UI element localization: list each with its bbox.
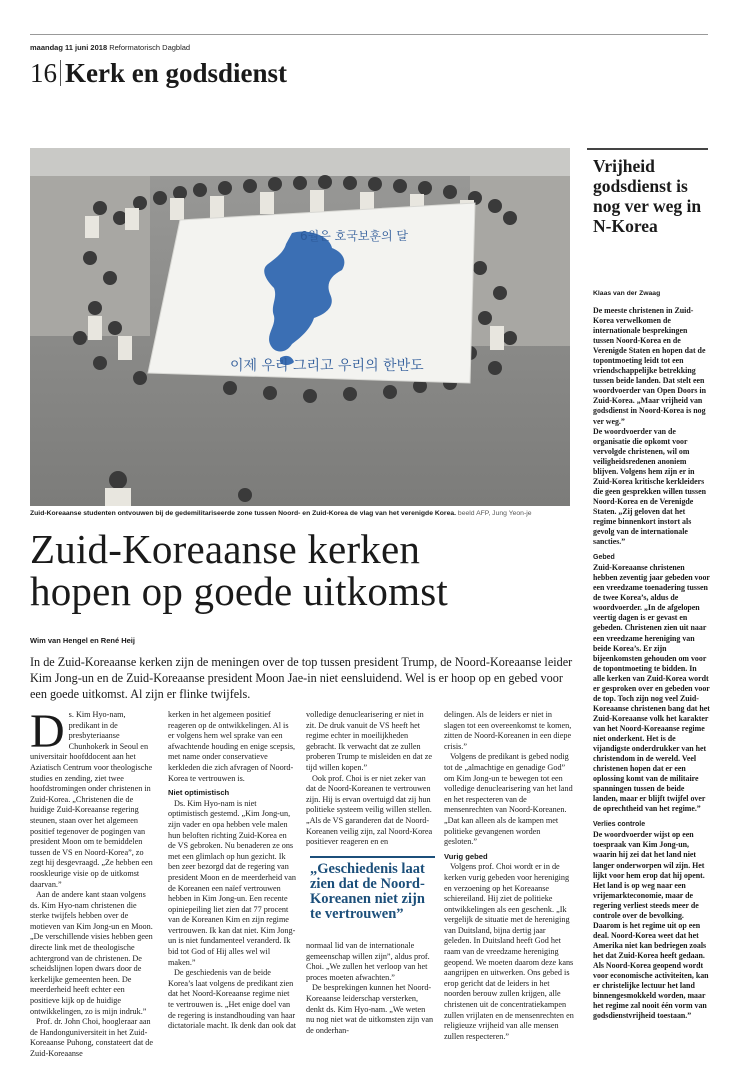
subheading: Vurig gebed bbox=[444, 851, 488, 861]
quote-rule bbox=[310, 856, 435, 858]
article-column-3-bottom bbox=[306, 941, 434, 1036]
photo-caption bbox=[30, 510, 575, 517]
pull-quote bbox=[310, 856, 435, 922]
paragraph: De geschiedenis van de beide Korea’s laat volgens de predikant zien dat het Noord-Koreaanse regime niet te vertrouwen is. „Het enige doel van de regering is instandhouding van haar dictatoriale macht. Ik denk dan ook dat bbox=[168, 968, 296, 1031]
paragraph: volledige denuclearisering er niet in zit. De druk vanuit de VS heeft het regime echter in moeilijkheden gebracht. Ik verwacht dat ze zullen proberen Trump te misleiden en dat ze tijd willen kopen.” bbox=[306, 710, 432, 772]
paragraph: Ds. Kim Hyo-nam is niet optimistisch gestemd. „Kim Jong-un, zijn vader en opa hebben vele malen hun beloften richting Zuid-Korea en de VS gebroken. Nu benaderen ze ons met een glimlach op hun gezicht. Ik ben zeer bezorgd dat de regering van president Moon en de meerderheid van de Koreanen een naïef vertrouwen hebben in Kim Jong-un. Een recente opiniepeiling liet zien dat 77 procent van de Koreanen Kim en zijn regime vertrouwen. Ik kan dat niet. Kim Jong-un is niet fundamenteel veranderd. Ik bid tot God of Hij alles wel wil maken.” bbox=[168, 798, 296, 967]
paragraph: delingen. Als de leiders er niet in slagen tot een overeenkomst te komen, zitten de Noord-Koreanen in een diepe crisis.” bbox=[444, 710, 572, 751]
article-column-4 bbox=[444, 710, 574, 1042]
dropcap: D bbox=[30, 705, 65, 758]
paragraph: s. Kim Hyo-nam, predikant in de presbyteriaanse Chunhokerk in Seoul en universitair hoofddocent aan het Aziatisch Centrum voor theologische studies en zending, ziet twee hoofdstromingen onder christenen in Zuid-Korea. „Christenen die de huidige Zuid-Koreaanse regering steunen, staan over het algemeen positief tegenover de pogingen van president Moon om te bemiddelen tussen de VS en Noord-Korea”, zo zegt hij desgevraagd. „Ze hebben een rooskleurige visie op de uitkomst daarvan.” bbox=[30, 710, 153, 889]
headline-line-2: hopen op goede uitkomst bbox=[30, 568, 448, 614]
section-title: Kerk en godsdienst bbox=[65, 58, 288, 88]
article-column-1 bbox=[30, 705, 156, 1060]
headline-line-1: Zuid-Koreaanse kerken bbox=[30, 526, 421, 572]
article-headline bbox=[30, 528, 575, 612]
sidebar-subheading: Gebed bbox=[593, 554, 615, 562]
banner-bottom-text: 이제 우리 그리고 우리의 한반도 bbox=[230, 358, 424, 374]
paragraph: Volgens prof. Choi wordt er in de kerken vurig gebeden voor hereniging en verzoening op het Koreaanse schiereiland. Hij ziet de politieke ontwikkelingen als een geschenk. „Ik vergelijk de situatie met de hereniging van Duitsland, bijna dertig jaar geleden. In Duitsland heeft God het raam van de vreedzame hereniging geopend. We moeten daarom deze kans aangrijpen en uitwerken. Ons gebed is erop gericht dat de leiders in het noorden berouw zullen krijgen, alle christenen uit de concentratiekampen zullen vrijlaten en de mensenrechten en religieuze vrijheid van alle mensen zullen respecteren.” bbox=[444, 862, 574, 1041]
paragraph: Volgens de predikant is gebed nodig tot de „almachtige en genadige God” om Kim Jong-un te bewegen tot een volledige denuclearisering van het land en het respecteren van de mensenrechten van Noord-Koreanen. „Dat kan alleen als de kampen met politieke gevangenen worden gesloten.” bbox=[444, 752, 573, 847]
article-column-3-top bbox=[306, 710, 434, 848]
subheading: Niet optimistisch bbox=[168, 788, 230, 798]
section-header bbox=[30, 58, 287, 89]
banner-top-text: 6월은 호국보훈의 달 bbox=[300, 229, 409, 243]
date: maandag 11 juni 2018 bbox=[30, 43, 108, 52]
dateline bbox=[30, 43, 190, 52]
caption-text: Zuid-Koreaanse studenten ontvouwen bij de gedemilitariseerde zone tussen Noord- en Zuid-Korea de vlag van het verenigde Korea. bbox=[30, 510, 457, 517]
sidebar-subheading: Verlies controle bbox=[593, 821, 646, 829]
sidebar-paragraph: Zuid-Koreaanse christenen hebben zeventig jaar gebeden voor een vreedzame toenadering tussen de twee Korea’s, aldus de woordvoerder. „In de afgelopen veertig dagen is er gevast en gebeden. Christenen zien uit naar een vreedzame hereniging van beide Korea’s. Er zijn bijeenkomsten gehouden om voor de topontmoeting te bidden. In alle kerken van Zuid-Korea wordt er gesproken over en gebeden voor de top. Toch zijn nog veel Zuid-Koreaanse christenen bang dat het Zuid-Koreaanse volk het karakter van het Noord-Koreaanse regime niet onderkent. Het is de vijandigste onderdrukker van het christendom in de wereld. Veel christenen hopen dat er een oplossing komt van de militaire spanningen tussen de beide landen, maar er blijft twijfel over de oprechtheid van het regime.” bbox=[593, 563, 710, 814]
photo-credit: beeld AFP, Jung Yeon-je bbox=[457, 510, 532, 517]
sidebar-author: Klaas van der Zwaag bbox=[593, 290, 661, 297]
newspaper-name: Reformatorisch Dagblad bbox=[109, 43, 191, 52]
page-number: 16 bbox=[30, 58, 57, 88]
article-photo bbox=[30, 148, 570, 506]
paragraph: kerken in het algemeen positief reageren op de ontwikkelingen. Al is er volgens hem wel sprake van een afwachtende houding en enige scepsis, met name onder conservatieve kerkleden die zich afvragen of Noord-Korea te vertrouwen is. bbox=[168, 710, 296, 783]
sidebar-paragraph: De woordvoerder wijst op een toespraak van Kim Jong-un, waarin hij zei dat het land niet langer onderworpen wil zijn. Het lijkt voor hem erop dat hij opent. Het land is op weg naar een vrijemarkteconomie, maar de regering verliest steeds meer de controle over de bevolking. Daarom is het regime uit op een deal. Noord-Korea weet dat het Amerika niet kan bedriegen zoals het dat Zuid-Korea heeft gedaan. Als Noord-Korea geopend wordt voor economische activiteiten, kan er christelijke lectuur het land binnengesmokkeld worden, maar het regime zal nooit één vorm van godsdienstvrijheid toestaan.” bbox=[593, 830, 709, 1021]
divider bbox=[60, 60, 61, 86]
sidebar-title: Vrijheid godsdienst is nog ver weg in N-Korea bbox=[593, 156, 702, 236]
paragraph: Aan de andere kant staan volgens ds. Kim Hyo-nam christenen die sterke twijfels hebben over de motieven van Kim Jong-un en Moon. „De verschillende visies hebben geen directe link met de theologische achtergrond van de christenen. De scheidslijnen lopen dwars door de kerkelijke gemeenten heen. De meerderheid heeft echter een positieve kijk op de huidige ontwikkelingen, zo is mijn indruk.” bbox=[30, 890, 153, 1016]
photo-illustration bbox=[30, 148, 570, 506]
paragraph: De besprekingen kunnen het Noord-Koreaanse leiderschap versterken, denkt ds. Kim Hyo-nam. „We weten nu nog niet wat de uitkomsten zijn van de onderhan- bbox=[306, 983, 434, 1035]
sidebar-body bbox=[593, 306, 710, 1021]
article-intro: In de Zuid-Koreaanse kerken zijn de meningen over de top tussen president Trump, de Noord-Koreaanse leider Kim Jong-un en de Zuid-Koreaanse president Moon Jae-in niet eensluidend. Wel is er hoop op en gebed voor een goede uitkomst. Al zijn er flinke twijfels. bbox=[30, 655, 573, 701]
paragraph: Prof. dr. John Choi, hoogleraar aan de Handonguniversiteit in het Zuid-Koreaanse Puhong, constateert dat de Zuid-Koreaanse bbox=[30, 1017, 153, 1058]
article-column-2 bbox=[168, 710, 296, 1032]
paragraph: Ook prof. Choi is er niet zeker van dat de Noord-Koreanen te vertrouwen zijn. Hij is ervan overtuigd dat zij hun politieke systeem veilig willen stellen. „Als de VS garanderen dat de Noord-Koreanen veilig zijn, zal Noord-Korea positiever reageren en en bbox=[306, 773, 433, 847]
sidebar-paragraph: De woordvoerder van de organisatie die opkomt voor vervolgde christenen, wil om veiligheidsredenen anoniem blijven. Volgens hem zijn er in Zuid-Korea kritische kerkleiders die geen gesprekken willen tussen Noord-Korea en de Verenigde Staten. „Zij geloven dat het regime binnenkort instort als gevolg van de internationale sancties.” bbox=[593, 426, 706, 547]
quote-text: „Geschiedenis laat zien dat de Noord-Koreanen niet zijn te vertrouwen” bbox=[310, 861, 425, 922]
header-rule bbox=[30, 34, 708, 35]
byline: Wim van Hengel en René Heij bbox=[30, 636, 135, 645]
sidebar-paragraph: De meeste christenen in Zuid-Korea verwelkomen de internationale besprekingen tussen Noord-Korea en de Verenigde Staten en hopen dat de topontmoeting leidt tot een vriendschappelijke betrekking tussen beide landen. Dat stelt een woordvoerder van Open Doors in Zuid-Korea. „Maar vrijheid van godsdienst in Noord-Korea is nog ver weg.” bbox=[593, 306, 706, 426]
paragraph: normaal lid van de internationale gemeenschap willen zijn”, aldus prof. Choi. „We zullen het verloop van het proces moeten afwachten.” bbox=[306, 941, 430, 982]
